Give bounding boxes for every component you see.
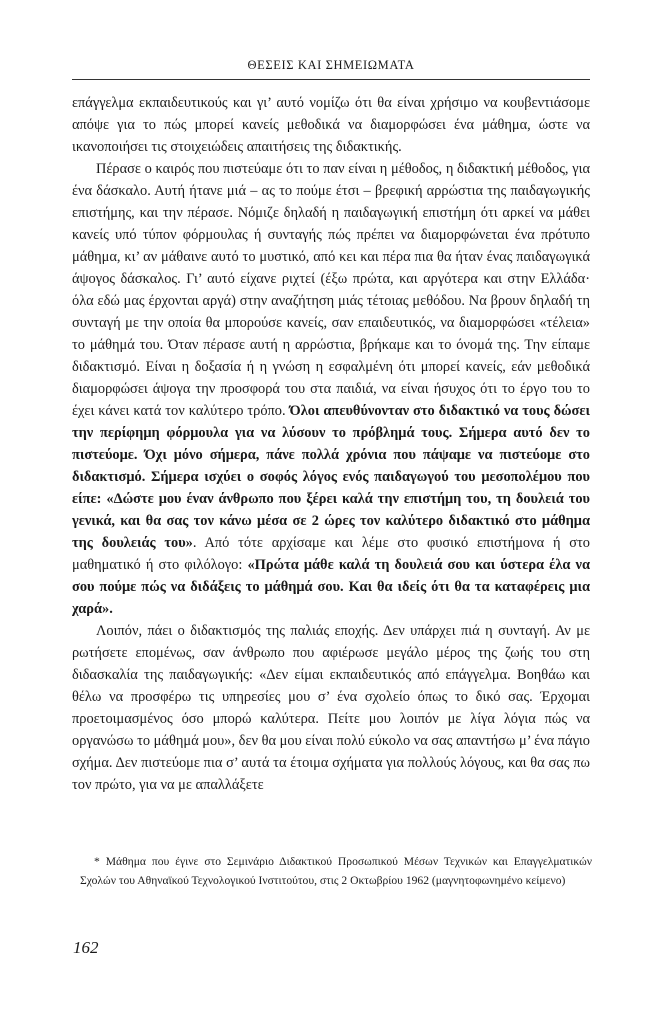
page-number: 162 bbox=[73, 938, 99, 957]
paragraph-2-text-continued: . Από τότε αρχίσαμε και λέμε στο φυσικό επιστήμονα ή στο μαθηματικό ή στο φιλόλογο: bbox=[72, 535, 590, 573]
paragraph-2-bold-advice: «Πρώτα μάθε καλά τη δουλειά σου και ύστερα έλα να σου πούμε πώς να διδάξεις το μάθημά σου. Και θα ιδείς ότι θα τα καταφέρεις μια χαρά». bbox=[72, 557, 590, 617]
paragraph-2 bbox=[72, 158, 590, 620]
running-head: ΘΕΣΕΙΣ ΚΑΙ ΣΗΜΕΙΩΜΑΤΑ bbox=[247, 58, 415, 72]
header-rule bbox=[72, 79, 590, 80]
footnote: * Μάθημα που έγινε στο Σεμινάριο Διδακτικού Προσωπικού Μέσων Τεχνικών και Επαγγελματικών Σχολών του Αθηναϊκού Τεχνολογικού Ινστιτούτου, στις 2 Οκτωβρίου 1962 (μαγνητοφωνημένο κείμενο) bbox=[80, 855, 592, 887]
paragraph-2-bold-quote: Όλοι απευθύνονταν στο διδακτικό να τους δώσει την περίφημη φόρμουλα για να λύσουν το πρόβλημά τους. Σήμερα αυτό δεν το πιστεύομε. Όχι μόνο σήμερα, πάνε πολλά χρόνια που πάψαμε να πιστεύομε στο διδακτισμό. Σήμερα ισχύει ο σοφός λόγος ενός παιδαγωγού του μεσοπολέμου που είπε: «Δώστε μου έναν άνθρωπο που ξέρει καλά την επιστήμη του, τη δουλειά του γενικά, και θα σας τον κάνω μέσα σε 2 ώρες τον καλύτερο διδακτικό στο μάθημα της δουλειάς του» bbox=[72, 403, 590, 551]
paragraph-2-text: Πέρασε ο καιρός που πιστεύαμε ότι το παν είναι η μέθοδος, η διδακτική μέθοδος, για ένα δάσκαλο. Αυτή ήτανε μιά – ας το πούμε έτσι – βρεφική αρρώστια της παιδαγωγικής επιστήμης, και την πέρασε. Νόμιζε δηλαδή η παιδαγωγική επιστήμη ότι αρκεί να μάθει κανείς υπό τύπον φόρμουλας ή συνταγής πώς πρέπει να διαμορφώνεται ένα πρότυπο μάθημα, κι’ αν μάθαινε αυτό το μυστικό, από κει και πέρα πια θα ήταν ένας παιδαγωγικά άψογος δάσκαλος. Γι’ αυτό είχανε ριχτεί (έξω πρώτα, και αργότερα και στην Ελλάδα· όλα εδώ μας έρχονται αργά) στην αναζήτηση μιάς τέτοιας μεθόδου. Να βρουν δηλαδή τη συνταγή με την οποία θα μπορούσε κανείς, σαν επαιδευτικός, να διαμορφώσει «τέλεια» το μάθημά του. Όταν πέρασε αυτή η αρρώστια, βρήκαμε και το όνομά της. Την είπαμε διδακτισμό. Είναι η δοξασία ή η γνώση η εσφαλμένη ότι μπορεί κανείς, εάν μεθοδικά διαμορφώσει άψογα την προσφορά του στα παιδιά, να είναι ήσυχος ότι το έργο του το έχει κάνει κατά τον καλύτερο τρόπο. bbox=[72, 161, 590, 419]
body-text bbox=[72, 92, 590, 796]
paragraph-1: επάγγελμα εκπαιδευτικούς και γι’ αυτό νομίζω ότι θα είναι χρήσιμο να κουβεντιάσομε απόψε για το πώς μπορεί κανείς μεθοδικά να διαμορφώσει ένα μάθημα, ώστε να ικανοποιήσει τις στοιχειώδεις απαιτήσεις της διδακτικής. bbox=[72, 95, 590, 155]
paragraph-3: Λοιπόν, πάει ο διδακτισμός της παλιάς εποχής. Δεν υπάρχει πιά η συνταγή. Αν με ρωτήσετε επομένως, σαν άνθρωπο που αφιέρωσε μεγάλο μέρος της ζωής του στη διδασκαλία της παιδαγωγικής: «Δεν είμαι εκπαιδευτικός από επάγγελμα. Βοηθάω και θέλω να προσφέρω τις υπηρεσίες μου σ’ ένα σχολείο όπως το δικό σας. Έρχομαι προετοιμασμένος όσο μπορώ καλύτερα. Πείτε μου λοιπόν με λίγα λόγια πώς να οργανώσω το μάθημά μου», δεν θα μου είναι πολύ εύκολο να σας απαντήσω μ’ ένα πάγιο σχήμα. Δεν πιστεύομε πια σ’ αυτά τα έτοιμα σχήματα για πολλούς λόγους, και θα σας πω τον πρώτο, για να με απαλλάξετε bbox=[72, 623, 590, 793]
